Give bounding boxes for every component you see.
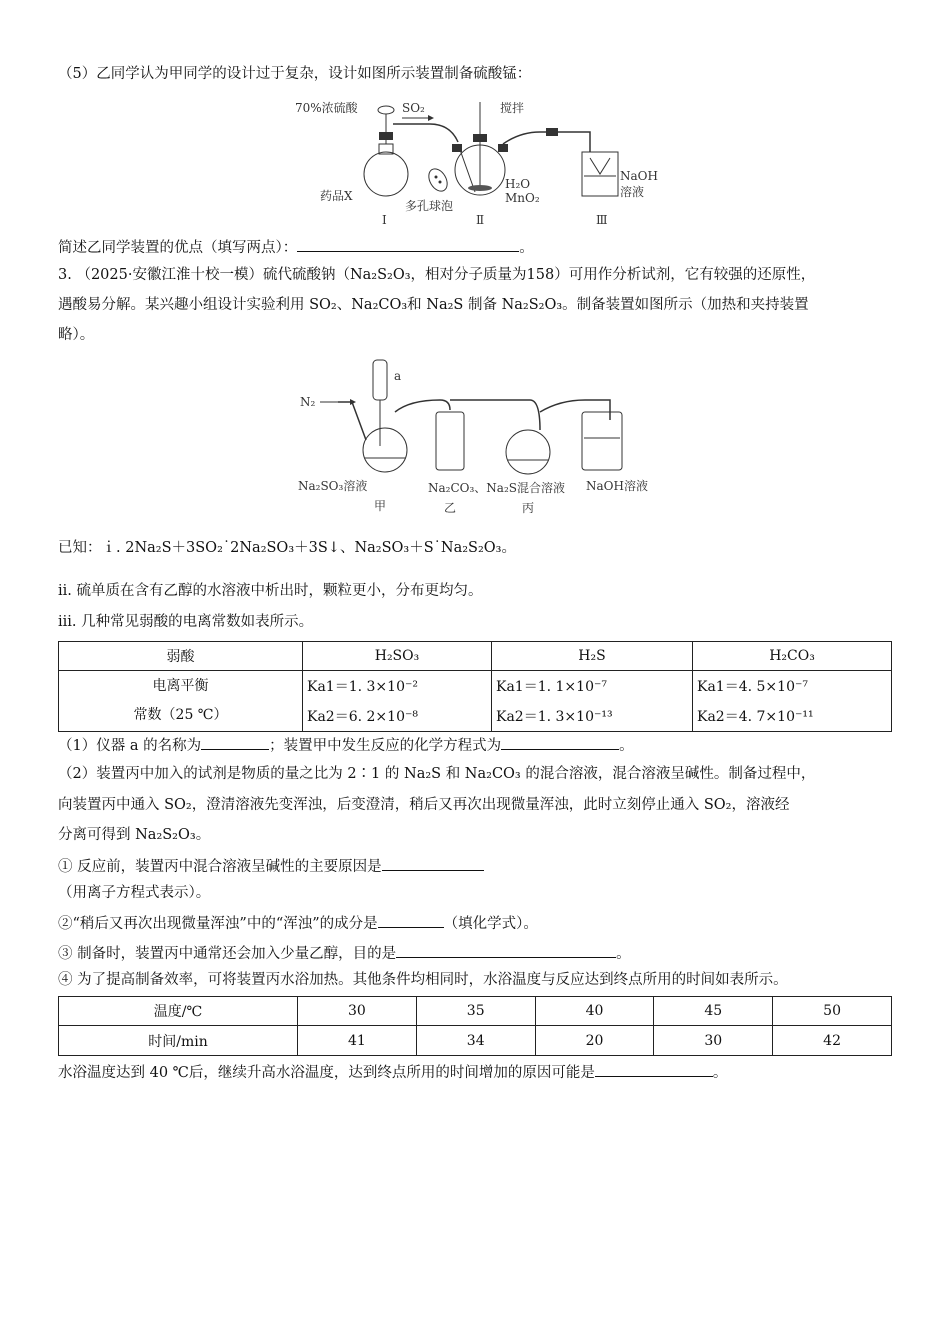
- s4-line: ④ 为了提高制备效率，可将装置丙水浴加热。其他条件均相同时，水浴温度与反应达到终点所用的时间如表所示。: [58, 972, 788, 988]
- q5-ask: 简述乙同学装置的优点（填写两点）：: [58, 240, 298, 256]
- answer-blank-1a[interactable]: [201, 734, 269, 750]
- sub1-c: 。: [619, 738, 634, 754]
- s1-line: [58, 855, 892, 877]
- sub1-a: （1）仪器 a 的名称为: [58, 738, 202, 754]
- table-cell: 40: [535, 997, 654, 1026]
- table-cell: 20: [535, 1026, 654, 1056]
- table-cell: Ka1＝1. 1×10⁻⁷: [492, 671, 693, 701]
- table-cell: Ka2＝1. 3×10⁻¹³: [492, 701, 693, 732]
- q3-line3: 略）。: [58, 327, 95, 343]
- label-naoh: NaOH溶液: [586, 479, 648, 493]
- table-cell: 30: [298, 997, 417, 1026]
- s3-b: 。: [616, 946, 631, 962]
- s2-a: ②“稍后又再次出现微量浑浊”中的“浑浊”的成分是: [58, 916, 378, 932]
- label-naoh1: NaOH: [620, 169, 658, 183]
- label-jia: 甲: [374, 499, 387, 513]
- q3-line1: 3. （2025·安徽江淮十校一模）硫代硫酸钠（Na₂S₂O₃，相对分子质量为158）可用作分析试剂，它有较强的还原性，: [58, 267, 816, 283]
- table-cell: H₂CO₃: [693, 642, 892, 671]
- table-row: [59, 642, 892, 671]
- s3-line: [58, 942, 892, 964]
- q3-line2: 遇酸易分解。某兴趣小组设计实验利用 SO₂、Na₂CO₃和 Na₂S 制备 Na₂S₂O₃。制备装置如图所示（加热和夹持装置: [58, 297, 809, 313]
- row-label-1: 电离平衡: [152, 678, 209, 694]
- known-ii: ii. 硫单质在含有乙醇的水溶液中析出时，颗粒更小，分布更均匀。: [58, 583, 483, 599]
- known-iii: iii. 几种常见弱酸的电离常数如表所示。: [58, 614, 314, 630]
- table-cell: 45: [654, 997, 773, 1026]
- last-b: 。: [712, 1065, 728, 1081]
- q5-intro: （5）乙同学认为甲同学的设计过于复杂，设计如图所示装置制备硫酸锰：: [58, 66, 532, 82]
- label-so2: SO₂: [402, 101, 425, 115]
- sub2-line3: 分离可得到 Na₂S₂O₃。: [58, 827, 211, 843]
- table-cell: 34: [416, 1026, 535, 1056]
- apparatus-figure-2: [290, 350, 670, 520]
- table-cell: [59, 671, 303, 732]
- s3-a: ③ 制备时，装置丙中通常还会加入少量乙醇，目的是: [58, 946, 397, 962]
- table-cell: 35: [416, 997, 535, 1026]
- table-cell: 时间/min: [59, 1026, 298, 1056]
- table-row: [59, 997, 892, 1026]
- label-naoh2: 溶液: [620, 185, 645, 199]
- last-line: [58, 1061, 892, 1083]
- table-cell: 30: [654, 1026, 773, 1056]
- apparatus-figure-1: [290, 92, 670, 228]
- label-i: Ⅰ: [382, 213, 387, 227]
- label-mno2: MnO₂: [505, 191, 540, 205]
- q5-ask-line: [58, 236, 892, 258]
- table-cell: 温度/℃: [59, 997, 298, 1026]
- table-cell: Ka1＝4. 5×10⁻⁷: [693, 671, 892, 701]
- answer-blank-s2[interactable]: [378, 912, 444, 928]
- label-na2so3: Na₂SO₃溶液: [298, 479, 368, 493]
- label-yi: 乙: [444, 501, 457, 515]
- answer-blank-s1[interactable]: [382, 855, 484, 871]
- answer-blank-q5[interactable]: [297, 236, 519, 252]
- row-label-2: 常数（25 ℃）: [133, 707, 228, 723]
- label-drug-x: 药品X: [320, 189, 353, 203]
- table-cell: H₂SO₃: [303, 642, 492, 671]
- table-cell: Ka1＝1. 3×10⁻²: [303, 671, 492, 701]
- answer-blank-s3[interactable]: [396, 942, 616, 958]
- label-mixed: Na₂CO₃、Na₂S混合溶液: [428, 481, 565, 495]
- table-cell: Ka2＝4. 7×10⁻¹¹: [693, 701, 892, 732]
- label-a: a: [394, 369, 402, 383]
- temperature-time-table: [58, 996, 892, 1056]
- last-a: 水浴温度达到 40 ℃后，继续升高水浴温度，达到终点所用的时间增加的原因可能是: [58, 1065, 595, 1081]
- s2-b: （填化学式）。: [443, 916, 538, 932]
- table-cell: Ka2＝6. 2×10⁻⁸: [303, 701, 492, 732]
- q5-end: 。: [519, 240, 534, 256]
- sub1-b: ；装置甲中发生反应的化学方程式为: [269, 738, 502, 754]
- table-row: [59, 1026, 892, 1056]
- label-bulb: 多孔球泡: [405, 199, 454, 213]
- table-cell: 弱酸: [59, 642, 303, 671]
- label-acid: 70%浓硫酸: [295, 101, 358, 115]
- table-cell: 50: [773, 997, 892, 1026]
- sub1-line: [58, 734, 892, 756]
- s1-a: ① 反应前，装置丙中混合溶液呈碱性的主要原因是: [58, 859, 382, 875]
- table-cell: H₂S: [492, 642, 693, 671]
- acid-constants-table: [58, 641, 892, 732]
- label-stir: 搅拌: [500, 101, 525, 115]
- answer-blank-last[interactable]: [595, 1061, 713, 1077]
- sub2-line2: 向装置丙中通入 SO₂，澄清溶液先变浑浊，后变澄清，稍后又再次出现微量浑浊，此时立刻停止通入 SO₂，溶液经: [58, 797, 790, 813]
- label-bing: 丙: [522, 501, 535, 515]
- label-n2: N₂: [300, 395, 316, 409]
- table-row: [59, 671, 892, 701]
- answer-blank-1b[interactable]: [501, 734, 619, 750]
- table-cell: 41: [298, 1026, 417, 1056]
- sub2-line1: （2）装置丙中加入的试剂是物质的量之比为 2∶1 的 Na₂S 和 Na₂CO₃ 的混合溶液，混合溶液呈碱性。制备过程中，: [58, 766, 816, 782]
- known-i: 已知：ｉ. 2Na₂S＋3SO₂˙2Na₂SO₃＋3S↓、Na₂SO₃＋S˙Na₂S₂O₃。: [58, 540, 516, 556]
- s2-line: [58, 912, 892, 934]
- table-cell: 42: [773, 1026, 892, 1056]
- label-iii: Ⅲ: [596, 213, 608, 227]
- s1-b: （用离子方程式表示）。: [58, 885, 211, 901]
- label-h2o: H₂O: [505, 177, 531, 191]
- label-ii: Ⅱ: [476, 213, 485, 227]
